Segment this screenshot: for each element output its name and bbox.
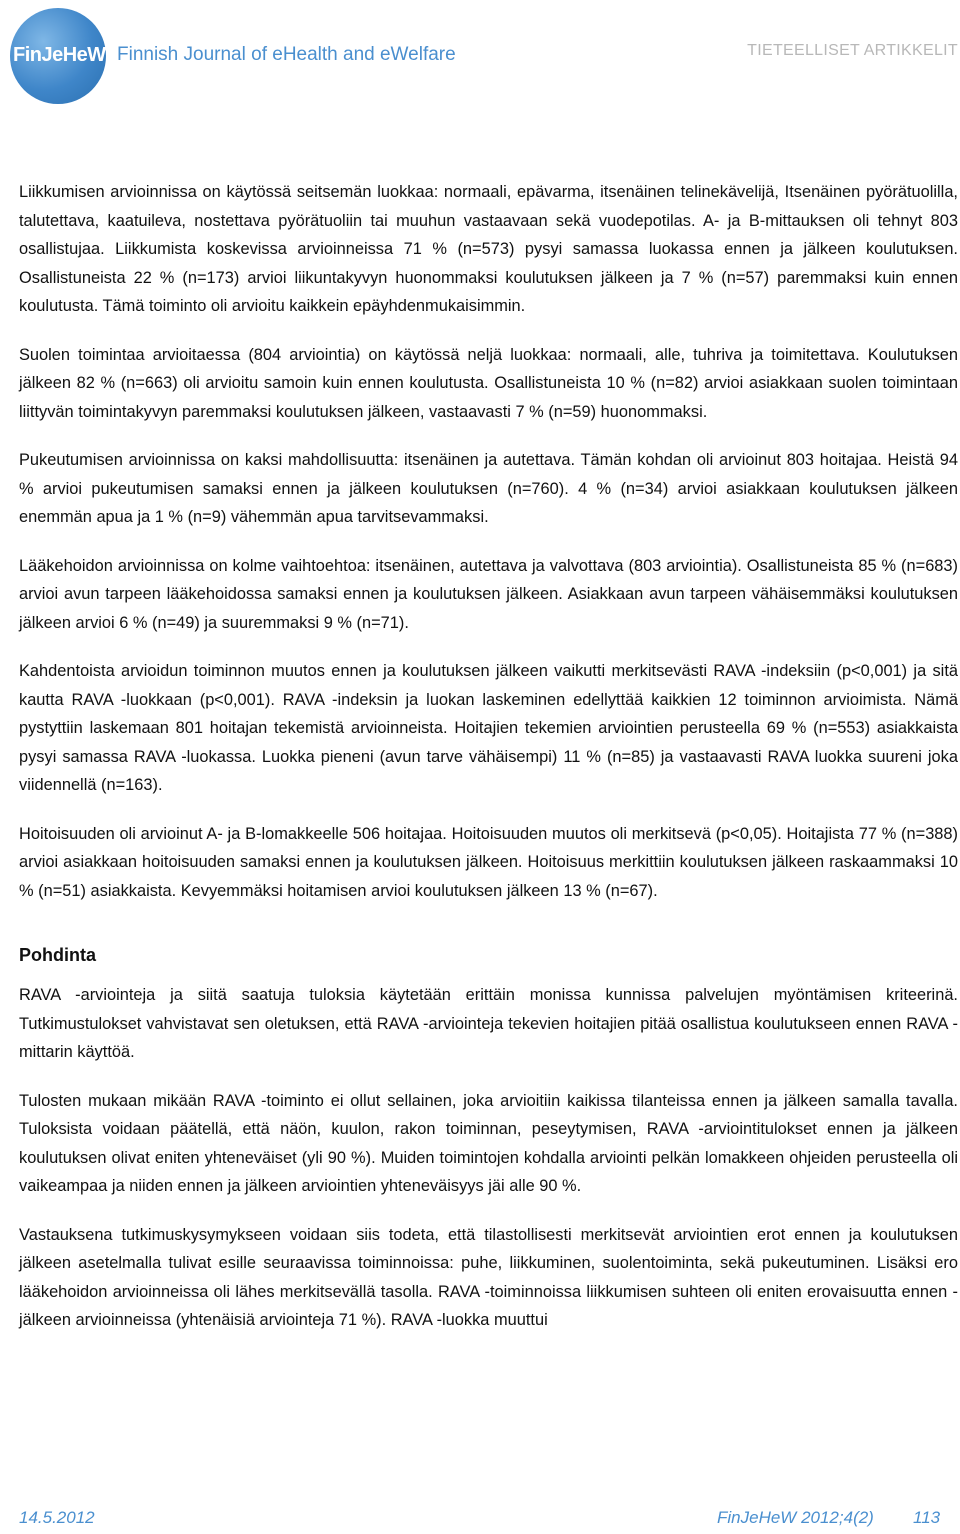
- paragraph-discussion-1: RAVA -arviointeja ja siitä saatuja tuloksia käytetään erittäin monissa kunnissa palvelujen myöntämisen kriteerinä. Tutkimustulokset vahvistavat sen oletuksen, että RAVA -arviointeja tekevien hoitajien pitää osallistua koulutukseen ennen RAVA -mittarin käyttöä.: [19, 986, 958, 1061]
- paragraph-medication: Lääkehoidon arvioinnissa on kolme vaihtoehtoa: itsenäinen, autettava ja valvottava (803 arviointia). Osallistuneista 85 % (n=683) arvioi avun tarpeen lääkehoidossa samaksi ennen ja koulutuksen jälkeen. Asiakkaan avun tarpeen vähäisemmäksi koulutuksen jälkeen arvioi 6 % (n=49) ja suuremmaksi 9 % (n=71).: [19, 556, 958, 632]
- paragraph-rava-index: Kahdentoista arvioidun toiminnon muutos ennen ja koulutuksen jälkeen vaikutti merkitsevästi RAVA -indeksiin (p<0,001) ja sitä kautta RAVA -luokkaan (p<0,001). RAVA -indeksin ja luokan laskeminen edellyttää kaikkien 12 toiminnon arvioimista. Nämä pystyttiin laskemaan 801 hoitajan tekemistä arvioinneista. Hoitajien tekemien arviointien perusteella 69 % (n=553) asiakkaista pysyi samassa RAVA -luokassa. Luokka pieneni (avun tarve vähäisempi) 11 % (n=85) ja vastaavasti RAVA luokka suureni joka viidennellä (n=163).: [19, 662, 958, 794]
- paragraph-mobility: Liikkumisen arvioinnissa on käytössä seitsemän luokkaa: normaali, epävarma, itsenäinen telinekävelijä, Itsenäinen pyörätuolilla, talutettava, kaatuileva, nostettava pyörätuoliin tai muuhun vastaavaan sekä vuodepotilas. A- ja B-mittauksen oli tehnyt 803 osallistujaa. Liikkumista koskevissa arvioinneissa 71 % (n=573) pysyi samassa luokassa ennen ja jälkeen koulutuksen. Osallistuneista 22 % (n=173) arvioi liikuntakyvyn huonommaksi koulutuksen jälkeen ja 7 % (n=57) paremmaksi kuin ennen koulutusta. Tämä toiminto oli arvioitu kaikkein epäyhdenmukaisimmin.: [19, 183, 958, 315]
- footer-citation: FinJeHeW 2012;4(2): [717, 1508, 874, 1527]
- page-footer: [0, 1506, 960, 1534]
- paragraph-dressing: Pukeutumisen arvioinnissa on kaksi mahdollisuutta: itsenäinen ja autettava. Tämän kohdan oli arvioinut 803 hoitajaa. Heistä 94 % arvioi pukeutumisen samaksi ennen ja jälkeen koulutuksen (n=760). 4 % (n=34) arvioi asiakkaan koulutuksen jälkeen enemmän apua ja 1 % (n=9) vähemmän apua tarvitsevammaksi.: [19, 451, 958, 526]
- paragraph-care-intensity: Hoitoisuuden oli arvioinut A- ja B-lomakkeelle 506 hoitajaa. Hoitoisuuden muutos oli merkitsevä (p<0,05). Hoitajista 77 % (n=388) arvioi asiakkaan hoitoisuuden samaksi ennen ja koulutuksen jälkeen. Hoitoisuus merkittiin koulutuksen jälkeen raskaammaksi 10 % (n=51) asiakkaista. Kevyemmäksi hoitamisen arvioi koulutuksen jälkeen 13 % (n=67).: [19, 824, 958, 900]
- page-header: [0, 0, 960, 110]
- article-body: [19, 178, 958, 1355]
- footer-page-number: 113: [913, 1508, 941, 1527]
- footer-date: 14.5.2012: [19, 1508, 95, 1527]
- paragraph-discussion-3: Vastauksena tutkimuskysymykseen voidaan siis todeta, että tilastollisesti merkitsevät arviointien erot ennen ja koulutuksen jälkeen asetelmalla tulivat esille seuraavissa toiminnoissa: puhe, liikkuminen, suolentoiminta, sekä pukeutuminen. Lisäksi ero lääkehoidon arvioinneissa oli lähes merkitsevällä tasolla. RAVA -toiminnoissa liikkumisen suhteen oli eniten erovaisuutta ennen - jälkeen arvioinneissa (yhtenäisiä arviointeja 71 %). RAVA -luokka muuttui: [19, 1225, 958, 1329]
- journal-name: Finnish Journal of eHealth and eWelfare: [117, 44, 456, 65]
- journal-logo-text: FinJeHeW: [13, 44, 106, 66]
- paragraph-discussion-2: Tulosten mukaan mikään RAVA -toiminto ei ollut sellainen, joka arvioitiin kaikissa tilanteissa ennen ja jälkeen samalla tavalla. Tuloksista voidaan päätellä, että näön, kuulon, rakon toiminnan, peseytymisen, RAVA -arviointitulokset ennen ja jälkeen koulutuksen olivat eniten yhteneväiset (yli 90 %). Muiden toimintojen kohdalla arviointi pelkän lomakkeen ohjeiden perusteella oli vaikeampaa ja niiden ennen ja jälkeen arviointien yhteneväisyys jäi alle 90 %.: [19, 1091, 958, 1195]
- section-heading-discussion: Pohdinta: [19, 945, 96, 965]
- section-label: TIETEELLISET ARTIKKELIT: [747, 42, 958, 59]
- paragraph-bowel-function: Suolen toimintaa arvioitaessa (804 arviointia) on käytössä neljä luokkaa: normaali, alle, tuhriva ja toimitettava. Koulutuksen jälkeen 82 % (n=663) oli arvioitu samoin kuin ennen koulutusta. Osallistuneista 10 % (n=82) arvioi asiakkaan suolen toimintaan liittyvän toimintakyvyn paremmaksi koulutuksen jälkeen, vastaavasti 7 % (n=59) huonommaksi.: [19, 345, 958, 421]
